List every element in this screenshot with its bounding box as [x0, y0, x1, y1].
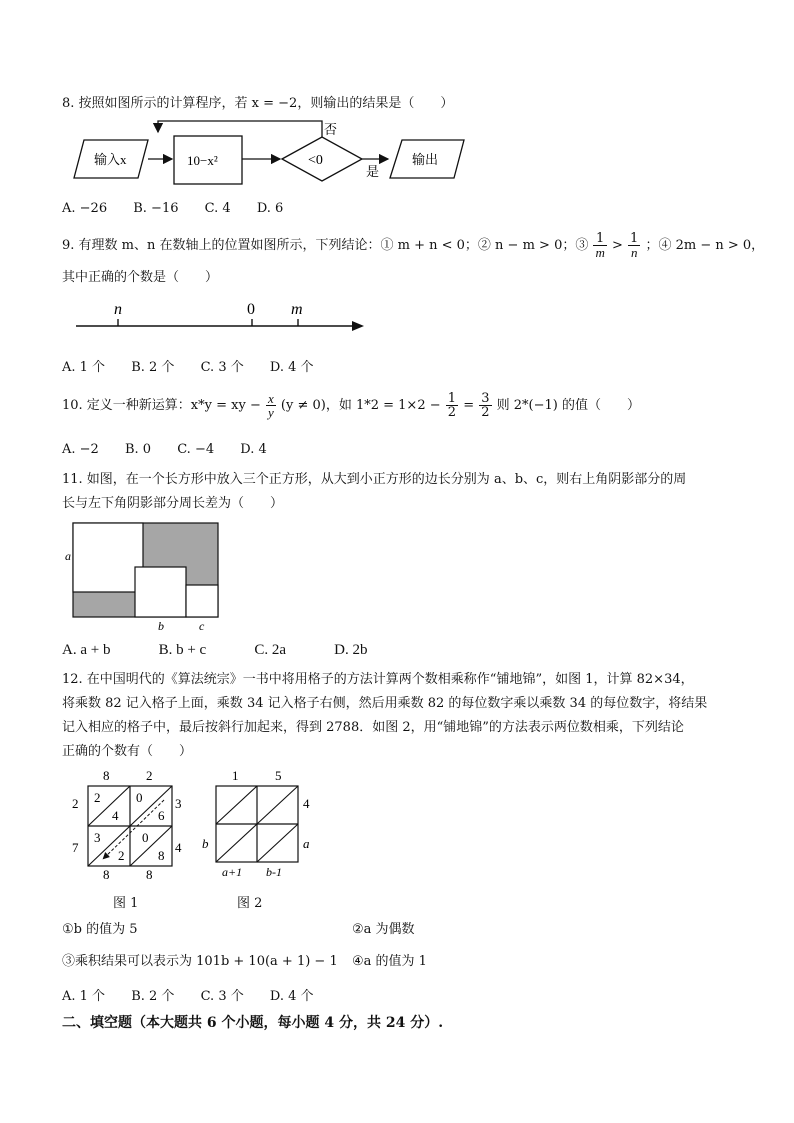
- flow-input-label: 输入x: [94, 152, 127, 167]
- q10-frac-x-y: $\frac{x}{y}$: [267, 391, 274, 420]
- label-c: c: [199, 619, 205, 633]
- q10-frac-3-2: $\frac{3}{2}$: [481, 391, 490, 420]
- shade-bottom-left: [73, 592, 135, 617]
- fig1-cell-1: 2: [94, 790, 101, 805]
- q10-option-c[interactable]: C. −4: [177, 442, 215, 457]
- flow-output-label: 输出: [412, 152, 439, 167]
- fig2-top-2: 5: [275, 768, 282, 783]
- fig1-cell-4: 6: [158, 808, 165, 823]
- q9-frac-1-n: $\frac{1}{n}$: [630, 231, 639, 260]
- q12-option-a[interactable]: A. 1 个: [62, 989, 106, 1004]
- q9-stem-after: ；④ 2m − n > 0，: [645, 238, 765, 253]
- fig1-cell-3: 0: [136, 790, 143, 805]
- q10-option-b[interactable]: B. 0: [124, 442, 152, 457]
- fig1-right-2: 4: [175, 840, 182, 855]
- q11-stem-line2: 长与左下角阴影部分周长差为（ ）: [62, 496, 284, 511]
- q10-stem-c: 则 2*(−1) 的值（ ）: [496, 398, 640, 413]
- flow-yes-label: 是: [366, 164, 380, 179]
- q8-option-c[interactable]: C. 4: [204, 201, 231, 216]
- q9-stem-line2: 其中正确的个数是（ ）: [62, 270, 219, 285]
- q11-option-c[interactable]: C. 2a: [254, 642, 287, 658]
- axis-label-n: n: [114, 301, 122, 318]
- square-c: [186, 585, 218, 617]
- square-a: [73, 523, 143, 592]
- q12-statement-3: ③乘积结果可以表示为 101b + 10(a + 1) − 1: [62, 954, 338, 969]
- q12-line2: 将乘数 82 记入格子上面，乘数 34 记入格子右侧，然后用乘数 82 的每位数字乘以乘数 34 的每位数字，将结果: [62, 696, 708, 711]
- fig1-cell-5: 3: [94, 830, 101, 845]
- q12-options: [62, 985, 336, 1004]
- q12-line4: 正确的个数有（ ）: [62, 744, 193, 759]
- square-b: [135, 567, 186, 617]
- q8-option-a[interactable]: A. −26: [62, 201, 108, 216]
- q10-eq: =: [463, 398, 475, 413]
- q9-frac-1-m: $\frac{1}{m}$: [595, 231, 605, 260]
- flow-process-label: 10−x²: [187, 153, 218, 168]
- q12-line3: 记入相应的格子中，最后按斜行加起来，得到 2788．如图 2，用“铺地锦”的方法表示两位数相乘，下列结论: [62, 720, 684, 735]
- fig1-top-2: 2: [146, 768, 153, 783]
- fig1-left-2: 7: [72, 840, 79, 855]
- q10-frac-1-2: $\frac{1}{2}$: [447, 391, 457, 420]
- fig1-top-1: 8: [103, 768, 110, 783]
- fig2-bottom-2: b-1: [266, 865, 282, 879]
- q12-figure-2: [196, 766, 326, 882]
- fig2-bottom-1: a+1: [222, 865, 243, 879]
- fig2-right-2: a: [303, 836, 310, 851]
- fig1-bottom-1: 8: [103, 867, 110, 882]
- fig1-cell-2: 4: [112, 808, 119, 823]
- fig1-bottom-2: 8: [146, 867, 153, 882]
- flow-decision-label: <0: [308, 153, 323, 168]
- axis-label-m: m: [291, 301, 303, 318]
- fig2-right-1: 4: [303, 796, 310, 811]
- q8-stem: 8. 按照如图所示的计算程序，若 x = −2，则输出的结果是（ ）: [62, 96, 454, 111]
- label-b: b: [158, 619, 164, 633]
- fig1-cell-8: 8: [158, 848, 165, 863]
- q9-options: [62, 356, 336, 375]
- fig1-right-1: 3: [175, 796, 182, 811]
- fig2-left: b: [202, 836, 209, 851]
- q8-option-b[interactable]: B. −16: [133, 201, 179, 216]
- fig1-caption: 图 1: [113, 896, 139, 911]
- fig2-caption: 图 2: [237, 896, 263, 911]
- section-2-heading: 二、填空题（本大题共 6 个小题，每小题 4 分，共 24 分）.: [62, 1015, 444, 1031]
- q10-stem-a: 10. 定义一种新运算：x*y = xy −: [62, 398, 261, 413]
- q10-stem: [62, 392, 640, 419]
- q9-option-d[interactable]: D. 4 个: [269, 360, 314, 375]
- q12-option-c[interactable]: C. 3 个: [200, 989, 244, 1004]
- q12-option-d[interactable]: D. 4 个: [269, 989, 314, 1004]
- q12-statement-4: ④a 的值为 1: [352, 954, 427, 969]
- q11-options: [62, 642, 412, 659]
- q9-number-line: [72, 298, 372, 338]
- q10-options: [62, 442, 289, 457]
- q8-flowchart: [72, 118, 472, 190]
- fig1-cell-7: 0: [142, 830, 149, 845]
- q11-figure: [62, 520, 232, 634]
- q12-figure-1: [66, 766, 196, 882]
- q11-stem-line1: 11. 如图，在一个长方形中放入三个正方形，从大到小正方形的边长分别为 a、b、c，则右上角阴影部分的周: [62, 472, 687, 487]
- q9-stem: 9. 有理数 m、n 在数轴上的位置如图所示，下列结论：① m + n < 0；② n − m > 0；③ $\frac{1}{m}$ > $\frac{1}{n}$ ；④ 2m − n > 0，: [62, 231, 765, 260]
- fig1-left-1: 2: [72, 796, 79, 811]
- q8-option-d[interactable]: D. 6: [256, 201, 284, 216]
- q9-stem-line1: 9. 有理数 m、n 在数轴上的位置如图所示，下列结论：① m + n < 0；② n − m > 0；③: [62, 238, 589, 253]
- q8-options: [62, 201, 305, 216]
- q9-option-a[interactable]: A. 1 个: [62, 360, 106, 375]
- fig2-top-1: 1: [232, 768, 239, 783]
- q10-option-a[interactable]: A. −2: [62, 442, 99, 457]
- q11-option-a[interactable]: A. a + b: [62, 642, 111, 658]
- fig1-cell-6: 2: [118, 848, 125, 863]
- q10-option-d[interactable]: D. 4: [240, 442, 267, 457]
- label-a: a: [65, 549, 71, 563]
- q12-statement-1: ①b 的值为 5: [62, 922, 138, 937]
- q9-option-c[interactable]: C. 3 个: [200, 360, 244, 375]
- q12-statement-2: ②a 为偶数: [352, 922, 415, 937]
- flow-no-label: 否: [324, 122, 338, 137]
- q12-option-b[interactable]: B. 2 个: [131, 989, 175, 1004]
- axis-label-zero: 0: [247, 301, 255, 318]
- q11-option-d[interactable]: D. 2b: [334, 642, 368, 658]
- q10-stem-b: (y ≠ 0)，如 1*2 = 1×2 −: [280, 398, 441, 413]
- q12-line1: 12. 在中国明代的《算法统宗》一书中将用格子的方法计算两个数相乘称作“铺地锦”，如图 1，计算 82×34，: [62, 672, 694, 687]
- q11-option-b[interactable]: B. b + c: [158, 642, 207, 658]
- q9-option-b[interactable]: B. 2 个: [131, 360, 175, 375]
